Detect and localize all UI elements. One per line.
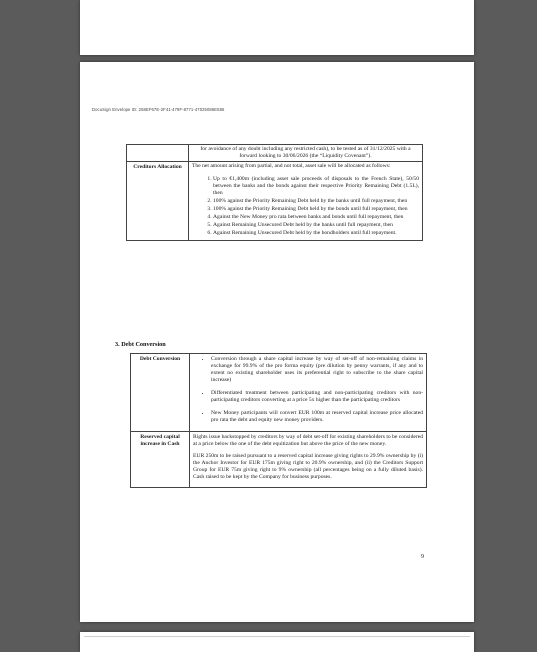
conversion-bullets: [193, 356, 423, 424]
creditors-allocation-cell: [189, 162, 423, 241]
liquidity-covenant-text: for avoidance of any doubt including any restricted cash), to be tested as of 31/12/2025 with a forward looking to 30/06/2026 (the “Liquidity Covenant”).: [189, 145, 423, 162]
capital-raise-paragraph: EUR 250m to be raised pursuant to a reserved capital increase giving rights to 29.9% ownership by (i) the Anchor Investor for EUR 175m giving right to 20.9% ownership, and (ii) the Creditors Support Group for EUR 75m giving right to 9% ownership (all percentages being on a fully diluted basis). Cash raised to be kept by the Company for business purposes.: [193, 453, 423, 480]
page-number: 9: [421, 554, 424, 560]
allocation-list: [192, 176, 419, 237]
rights-issue-paragraph: Rights issue backstopped by creditors by way of debt set-off for existing shareholders to be considered at a price below the one of the debt equitization but above the price of the new money.: [193, 434, 423, 447]
section-heading: 3. Debt Conversion: [115, 341, 166, 348]
debt-conversion-label: Debt Conversion: [131, 354, 190, 432]
debt-conversion-table: [130, 353, 427, 488]
reserved-capital-cell: [190, 432, 427, 488]
table-row: [127, 145, 423, 162]
document-page: [80, 62, 474, 622]
list-item: 3. 100% against the Priority Remaining Debt held by the bonds until full repayment, then: [213, 206, 419, 213]
table-row: [131, 354, 427, 432]
table-row: [127, 162, 423, 241]
list-item: • New Money participants will convert EUR 100m at reserved capital increase price allocated pro rata the debt and equity new money providers.: [211, 410, 423, 424]
list-item: 1. Up to €1,400m (including asset sale proceeds of disposals to the French State), 50/50 between the banks and the bonds against their respective Priority Remaining Debt (1.5L), then: [213, 176, 419, 197]
previous-page: [80, 0, 474, 55]
empty-label-cell: [127, 145, 189, 162]
list-item: • Differentiated treatment between participating and non-participating creditors with non-participating creditors converting at a price 5x higher than the participating creditors: [211, 390, 423, 404]
list-item: 2. 100% against the Priority Remaining Debt held by the banks until full repayment, then: [213, 198, 419, 205]
list-item: 6. Against Remaining Unsecured Debt held by the bondholders until full repayment.: [213, 230, 419, 237]
reserved-capital-label: Reserved capital increase in Cash: [131, 432, 190, 488]
creditors-allocation-table: [126, 144, 423, 241]
table-row: [131, 432, 427, 488]
debt-conversion-cell: [190, 354, 427, 432]
allocation-intro: The net amount arising from partial, and not total, asset sale will be allocated as follows:: [192, 163, 391, 169]
list-item: 5. Against Remaining Unsecured Debt held by the banks until full repayment, then: [213, 222, 419, 229]
next-page: [80, 632, 474, 652]
list-item: • Conversion through a share capital increase by way of set-off of non-remaining claims in exchange for 99.9% of the pro forma equity (pre dilution by penny warrants, if any and to extent no existing shareholder uses its preferential right to subscribe to the share capital increase): [211, 356, 423, 384]
creditors-allocation-label: Creditors Allocation: [127, 162, 189, 241]
list-item: 4. Against the New Money pro rata between banks and bonds until full repayment, then: [213, 214, 419, 221]
docusign-envelope-id: DocuSign Envelope ID: 258EF67E-2F41-479F-8771-47025086E585: [92, 107, 225, 112]
page-border: [84, 636, 470, 639]
